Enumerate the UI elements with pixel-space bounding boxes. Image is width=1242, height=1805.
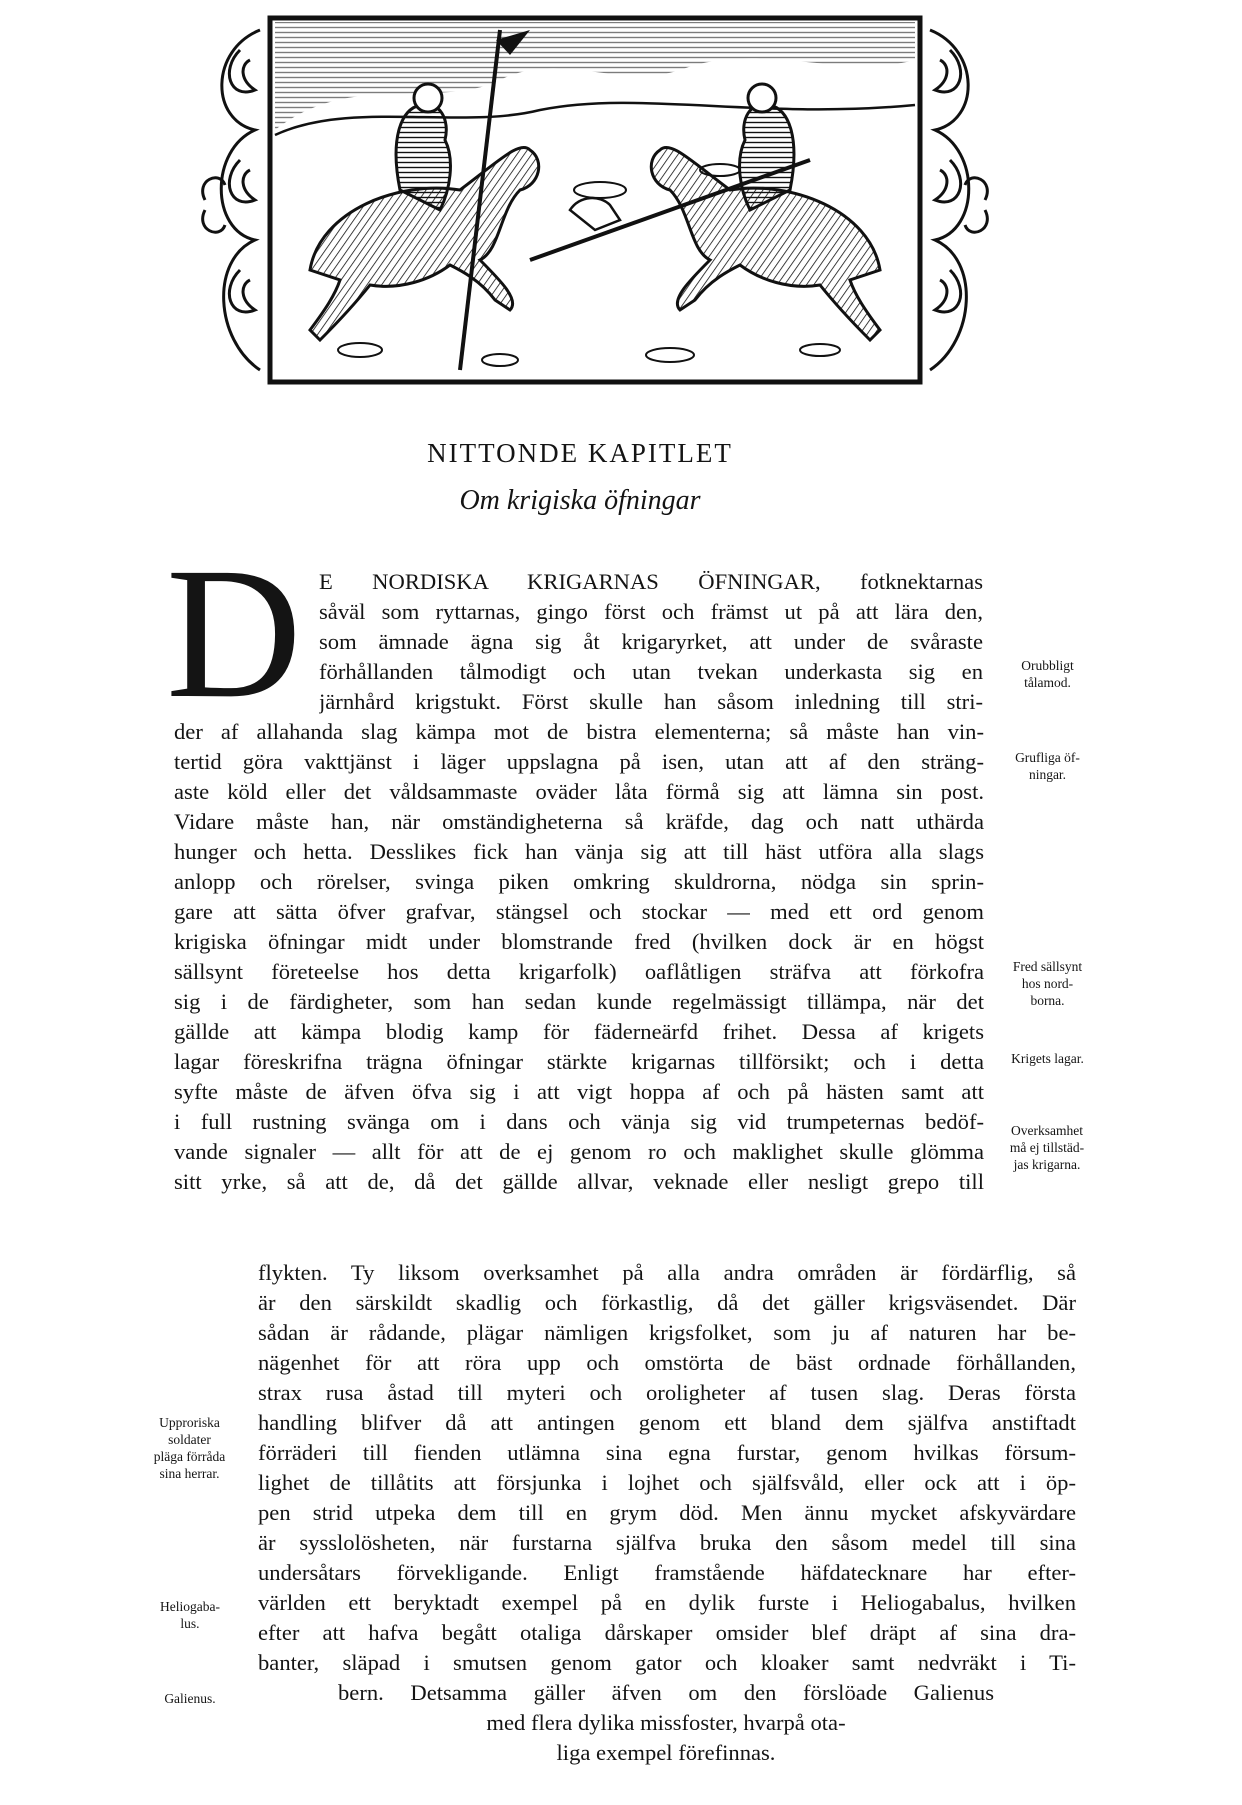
text-line: bern. Detsamma gäller äfven om den förslöade Galienus — [338, 1680, 994, 1705]
chapter-title: NITTONDE KAPITLET — [427, 438, 733, 468]
margin-note: Overksamhet må ej tillstäd- jas krigarna. — [1009, 1123, 1085, 1172]
text-line: är den särskildt skadlig och förkastlig, då det gäller krigsväsendet. Där — [258, 1290, 1076, 1315]
text-line: krigiska öfningar midt under blomstrande fred (hvilken dock är en högst — [174, 929, 984, 954]
text-line: gare att sätta öfver grafvar, stängsel och stockar — med ett ord genom — [174, 899, 984, 924]
margin-note: Galienus. — [164, 1691, 216, 1706]
text-line: världen ett beryktadt exempel på en dylik furste i Heliogabalus, hvilken — [258, 1590, 1076, 1615]
text-line: der af allahanda slag kämpa mot de bistra elementerna; så måste han vin- — [174, 719, 984, 744]
text-line: E NORDISKA KRIGARNAS ÖFNINGAR, fotknektarnas — [319, 569, 983, 594]
text-line: såväl som ryttarnas, gingo först och främst ut på att lära den, — [319, 599, 983, 624]
margin-note: Upproriska soldater pläga förråda sina herrar. — [153, 1415, 226, 1481]
left-scroll-ornament — [203, 30, 260, 370]
drop-cap: D — [166, 528, 302, 737]
text-line: anlopp och rörelser, svinga piken omkring skuldrorna, nödga sin sprin- — [174, 869, 984, 894]
text-line: syfte måste de äfven öfva sig i att vigt hoppa af och på hästen samt att — [174, 1079, 984, 1104]
margin-note: Fred sällsynt hos nord- borna. — [1012, 959, 1083, 1008]
text-line: med flera dylika missfoster, hvarpå ota- — [486, 1710, 846, 1735]
text-line: nägenhet för att röra upp och omstörta de bäst ordnade förhållanden, — [258, 1350, 1076, 1375]
text-line: sådan är rådande, plägar nämligen krigsfolket, som ju af naturen har be- — [258, 1320, 1076, 1345]
text-line: aste köld eller det våldsammaste oväder låta förmå sig att lämna sin post. — [174, 779, 984, 804]
text-line: förräderi till fienden utlämna sina egna furstar, genom hvilkas försum- — [258, 1440, 1076, 1465]
margin-note: Heliogaba- lus. — [160, 1599, 220, 1631]
text-line: handling blifver då att antingen genom ett bland dem själfva anstiftadt — [258, 1410, 1076, 1435]
text-line: gällde att kämpa blodig kamp för fäderneärfd frihet. Dessa af krigets — [174, 1019, 984, 1044]
woodcut-illustration — [200, 10, 990, 395]
margin-note: Orubbligt tålamod. — [1021, 658, 1074, 690]
text-line: förhållanden tålmodigt och utan tvekan underkasta sig en — [319, 659, 983, 684]
text-line: järnhård krigstukt. Först skulle han såsom inledning till stri- — [319, 689, 983, 714]
text-line: som ämnade ägna sig åt krigaryrket, att under de svåraste — [319, 629, 983, 654]
text-line: efter att hafva begått otaliga dårskaper omsider blef dräpt af sina dra- — [258, 1620, 1076, 1645]
text-line: vande signaler — allt för att de ej genom ro och maklighet skulle glömma — [174, 1139, 984, 1164]
text-line: Vidare måste han, när omständigheterna så kräfde, dag och natt uthärda — [174, 809, 984, 834]
text-line: liga exempel förefinnas. — [556, 1740, 776, 1765]
text-line: i full rustning svänga om i dans och vänja sig vid trumpeternas bedöf- — [174, 1109, 984, 1134]
text-line: undersåtars förvekligande. Enligt framstående häfdatecknare har efter- — [258, 1560, 1076, 1585]
text-line: tertid göra vakttjänst i läger uppslagna på isen, utan att af den sträng- — [174, 749, 984, 774]
text-line: pen strid utpeka dem till en grym död. Men ännu mycket afskyvärdare — [258, 1500, 1076, 1525]
text-line: är sysslolösheten, när furstarna själfva bruka den såsom medel till sina — [258, 1530, 1076, 1555]
text-line: flykten. Ty liksom overksamhet på alla andra områden är fördärflig, så — [258, 1260, 1076, 1285]
margin-note: Krigets lagar. — [1011, 1051, 1084, 1066]
text-line: banter, släpad i smutsen genom gator och kloaker samt nedvräkt i Ti- — [258, 1650, 1076, 1675]
text-line: hunger och hetta. Desslikes fick han vänja sig att till häst utföra alla slags — [174, 839, 984, 864]
margin-note: Grufliga öf- ningar. — [1015, 750, 1080, 782]
text-line: sitt yrke, så att de, då det gällde allvar, veknade eller nesligt grepo till — [174, 1169, 984, 1194]
chapter-subtitle: Om krigiska öfningar — [459, 485, 701, 516]
text-line: sig i de färdigheter, som han sedan kunde regelmässigt tillämpa, när det — [174, 989, 984, 1014]
text-line: lagar föreskrifna trägna öfningar stärkte krigarnas tillförsikt; och i detta — [174, 1049, 984, 1074]
text-line: lighet de tillåtits att försjunka i lojhet och själfsvåld, eller ock att i öp- — [258, 1470, 1076, 1495]
text-line: sällsynt företeelse hos detta krigarfolk) oaflåtligen sträfva att förkofra — [174, 959, 984, 984]
text-line: strax rusa åstad till myteri och oroligheter af tusen slag. Deras första — [258, 1380, 1076, 1405]
right-scroll-ornament — [930, 30, 987, 370]
